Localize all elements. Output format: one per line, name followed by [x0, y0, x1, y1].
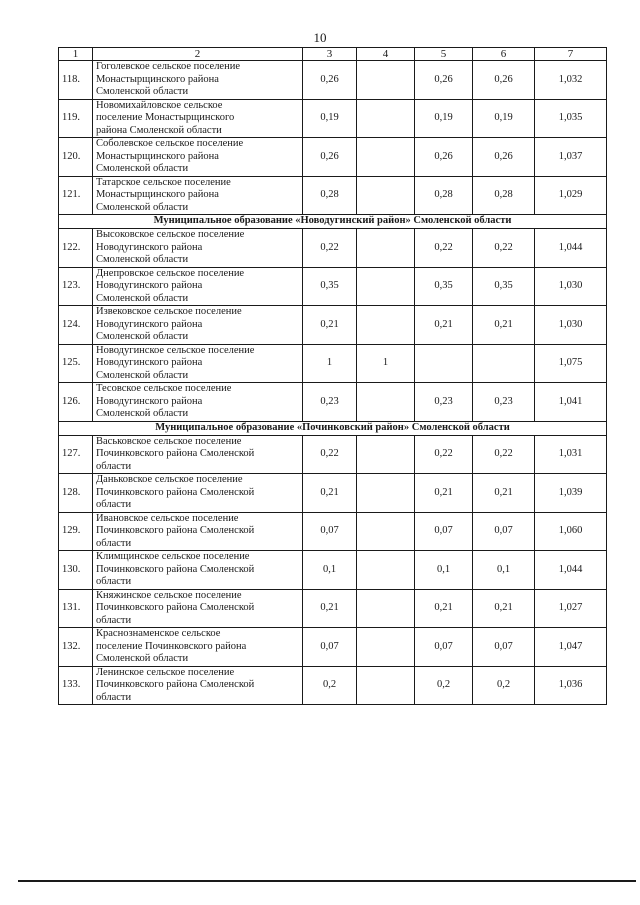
settlement-name-line: Монастырщинского района — [96, 189, 219, 200]
value-col-4 — [357, 267, 415, 306]
value-col-4 — [357, 383, 415, 422]
col-header-1: 1 — [59, 48, 93, 61]
value-col-6: 0,21 — [473, 306, 535, 345]
value-col-4 — [357, 61, 415, 100]
table-row — [59, 61, 607, 100]
row-number: 121. — [59, 176, 93, 215]
value-col-3: 0,07 — [303, 628, 357, 667]
value-col-6: 0,21 — [473, 589, 535, 628]
settlement-name-line: Васьковское сельское поселение — [96, 435, 242, 447]
value-col-6: 0,21 — [473, 474, 535, 513]
value-col-5 — [415, 344, 473, 383]
row-number: 120. — [59, 138, 93, 177]
row-number: 130. — [59, 551, 93, 590]
value-col-6: 0,22 — [473, 435, 535, 474]
table-row — [59, 138, 607, 177]
bottom-divider — [18, 880, 636, 882]
row-number: 132. — [59, 628, 93, 667]
settlement-name-line: Гоголевское сельское поселение — [96, 61, 240, 72]
row-number: 126. — [59, 383, 93, 422]
value-col-6: 0,1 — [473, 551, 535, 590]
settlement-name-line: поселение Починковского района — [96, 640, 247, 652]
settlement-name-line: области — [96, 691, 132, 703]
value-col-5: 0,1 — [415, 551, 473, 590]
value-col-5: 0,19 — [415, 99, 473, 138]
row-number: 131. — [59, 589, 93, 628]
settlement-name-line: Смоленской области — [96, 369, 189, 381]
value-col-5: 0,26 — [415, 61, 473, 100]
value-col-3: 0,21 — [303, 589, 357, 628]
value-col-5: 0,07 — [415, 628, 473, 667]
value-col-4 — [357, 306, 415, 345]
col-header-7: 7 — [535, 48, 607, 61]
settlement-name-line: Смоленской области — [96, 408, 189, 419]
value-col-6: 0,26 — [473, 138, 535, 177]
value-col-4 — [357, 99, 415, 138]
value-col-7: 1,029 — [535, 176, 607, 215]
value-col-3: 0,26 — [303, 138, 357, 177]
value-col-3: 0,19 — [303, 99, 357, 138]
value-col-6: 0,23 — [473, 383, 535, 422]
settlement-name-line: Новодугинского района — [96, 241, 203, 253]
value-col-3: 0,21 — [303, 306, 357, 345]
value-col-3: 0,07 — [303, 512, 357, 551]
settlement-name — [93, 383, 303, 422]
settlement-name — [93, 176, 303, 215]
value-col-6: 0,35 — [473, 267, 535, 306]
value-col-7: 1,027 — [535, 589, 607, 628]
value-col-4 — [357, 628, 415, 667]
table-row — [59, 383, 607, 422]
value-col-5: 0,21 — [415, 306, 473, 345]
settlement-name-line: области — [96, 614, 132, 626]
settlement-name-line: Новодугинского района — [96, 395, 203, 407]
row-number: 123. — [59, 267, 93, 306]
settlement-name-line: Извековское сельское поселение — [96, 306, 242, 317]
value-col-5: 0,22 — [415, 435, 473, 474]
settlement-name-line: Даньковское сельское поселение — [96, 474, 243, 485]
settlement-name-line: Княжинское сельское поселение — [96, 589, 242, 601]
value-col-5: 0,22 — [415, 229, 473, 268]
settlement-name-line: Смоленской области — [96, 292, 189, 304]
value-col-4 — [357, 512, 415, 551]
value-col-4 — [357, 176, 415, 215]
settlement-name-line: Монастырщинского района — [96, 73, 219, 85]
value-col-7: 1,037 — [535, 138, 607, 177]
settlement-name-line: Смоленской области — [96, 201, 189, 213]
settlement-name-line: Климщинское сельское поселение — [96, 551, 250, 562]
settlement-name-line: Монастырщинского района — [96, 150, 219, 162]
settlement-name-line: Соболевское сельское поселение — [96, 138, 244, 149]
value-col-6: 0,07 — [473, 512, 535, 551]
settlement-name — [93, 229, 303, 268]
value-col-6: 0,2 — [473, 666, 535, 705]
settlement-name-line: Ивановское сельское поселение — [96, 512, 239, 524]
value-col-4 — [357, 474, 415, 513]
settlement-name-line: Новомихайловское сельское — [96, 99, 223, 111]
settlement-name-line: Ленинское сельское поселение — [96, 666, 235, 678]
settlement-name-line: района Смоленской области — [96, 124, 222, 136]
settlement-name-line: Краснознаменское сельское — [96, 628, 221, 639]
value-col-7: 1,041 — [535, 383, 607, 422]
value-col-6 — [473, 344, 535, 383]
section-title: Муниципальное образование «Починковский район» Смоленской области — [59, 421, 607, 435]
value-col-5: 0,21 — [415, 474, 473, 513]
header-row — [59, 48, 607, 61]
settlement-name-line: области — [96, 576, 132, 587]
table-row — [59, 344, 607, 383]
settlement-name-line: Починковского района Смоленской — [96, 602, 255, 613]
section-title: Муниципальное образование «Новодугинский район» Смоленской области — [59, 215, 607, 229]
value-col-7: 1,031 — [535, 435, 607, 474]
settlement-name-line: области — [96, 499, 132, 510]
col-header-5: 5 — [415, 48, 473, 61]
value-col-6: 0,07 — [473, 628, 535, 667]
value-col-3: 0,35 — [303, 267, 357, 306]
section-heading-row — [59, 421, 607, 435]
table-row — [59, 474, 607, 513]
settlement-name-line: Починковского района Смоленской — [96, 448, 255, 459]
col-header-2: 2 — [93, 48, 303, 61]
value-col-4: 1 — [357, 344, 415, 383]
value-col-7: 1,075 — [535, 344, 607, 383]
section-heading-row — [59, 215, 607, 229]
settlement-name — [93, 666, 303, 705]
settlement-name — [93, 474, 303, 513]
value-col-5: 0,21 — [415, 589, 473, 628]
value-col-6: 0,26 — [473, 61, 535, 100]
value-col-7: 1,047 — [535, 628, 607, 667]
data-table — [58, 47, 607, 705]
value-col-7: 1,035 — [535, 99, 607, 138]
row-number: 124. — [59, 306, 93, 345]
value-col-4 — [357, 138, 415, 177]
settlement-name — [93, 138, 303, 177]
value-col-5: 0,28 — [415, 176, 473, 215]
value-col-5: 0,35 — [415, 267, 473, 306]
settlement-name-line: Смоленской области — [96, 254, 189, 265]
settlement-name-line: Починковского района Смоленской — [96, 486, 255, 498]
page-number: 10 — [313, 30, 327, 45]
settlement-name-line: Починковского района Смоленской — [96, 679, 255, 690]
value-col-5: 0,23 — [415, 383, 473, 422]
table-row — [59, 551, 607, 590]
settlement-name-line: Смоленской области — [96, 86, 189, 97]
value-col-3: 0,23 — [303, 383, 357, 422]
settlement-name — [93, 61, 303, 100]
settlement-name-line: Татарское сельское поселение — [96, 176, 231, 188]
value-col-7: 1,044 — [535, 551, 607, 590]
settlement-name — [93, 306, 303, 345]
value-col-3: 0,2 — [303, 666, 357, 705]
value-col-5: 0,26 — [415, 138, 473, 177]
value-col-3: 1 — [303, 344, 357, 383]
settlement-name-line: поселение Монастырщинского — [96, 112, 235, 123]
row-number: 118. — [59, 61, 93, 100]
settlement-name-line: области — [96, 460, 132, 472]
table-row — [59, 267, 607, 306]
settlement-name-line: Высоковское сельское поселение — [96, 229, 245, 240]
settlement-name — [93, 589, 303, 628]
table-row — [59, 229, 607, 268]
value-col-6: 0,28 — [473, 176, 535, 215]
row-number: 128. — [59, 474, 93, 513]
value-col-7: 1,036 — [535, 666, 607, 705]
value-col-5: 0,2 — [415, 666, 473, 705]
settlement-name-line: Смоленской области — [96, 331, 189, 342]
table-row — [59, 628, 607, 667]
value-col-4 — [357, 551, 415, 590]
settlement-name — [93, 628, 303, 667]
settlement-name-line: области — [96, 537, 132, 549]
value-col-7: 1,030 — [535, 306, 607, 345]
table-row — [59, 435, 607, 474]
row-number: 125. — [59, 344, 93, 383]
settlement-name-line: Новодугинского района — [96, 280, 203, 291]
row-number: 129. — [59, 512, 93, 551]
table-row — [59, 589, 607, 628]
settlement-name — [93, 551, 303, 590]
value-col-7: 1,060 — [535, 512, 607, 551]
settlement-name-line: Новодугинское сельское поселение — [96, 344, 255, 356]
table-row — [59, 176, 607, 215]
settlement-name-line: Новодугинского района — [96, 318, 203, 330]
settlement-name-line: Новодугинского района — [96, 357, 203, 368]
row-number: 133. — [59, 666, 93, 705]
value-col-3: 0,26 — [303, 61, 357, 100]
settlement-name — [93, 344, 303, 383]
value-col-3: 0,22 — [303, 435, 357, 474]
value-col-5: 0,07 — [415, 512, 473, 551]
settlement-name-line: Починковского района Смоленской — [96, 525, 255, 536]
settlement-name-line: Смоленской области — [96, 163, 189, 174]
settlement-name — [93, 435, 303, 474]
settlement-name — [93, 267, 303, 306]
col-header-4: 4 — [357, 48, 415, 61]
settlement-name — [93, 99, 303, 138]
table-body — [59, 48, 607, 705]
table-row — [59, 99, 607, 138]
col-header-3: 3 — [303, 48, 357, 61]
value-col-4 — [357, 666, 415, 705]
value-col-3: 0,22 — [303, 229, 357, 268]
settlement-name-line: Тесовское сельское поселение — [96, 383, 232, 394]
settlement-name — [93, 512, 303, 551]
settlement-name-line: Починковского района Смоленской — [96, 563, 255, 575]
value-col-4 — [357, 435, 415, 474]
table-row — [59, 512, 607, 551]
value-col-6: 0,19 — [473, 99, 535, 138]
value-col-7: 1,044 — [535, 229, 607, 268]
value-col-3: 0,21 — [303, 474, 357, 513]
value-col-7: 1,030 — [535, 267, 607, 306]
value-col-7: 1,032 — [535, 61, 607, 100]
value-col-7: 1,039 — [535, 474, 607, 513]
settlement-name-line: Смоленской области — [96, 653, 189, 664]
settlement-name-line: Днепровское сельское поселение — [96, 267, 245, 279]
table-row — [59, 306, 607, 345]
value-col-4 — [357, 229, 415, 268]
value-col-4 — [357, 589, 415, 628]
col-header-6: 6 — [473, 48, 535, 61]
table-row — [59, 666, 607, 705]
value-col-3: 0,28 — [303, 176, 357, 215]
value-col-6: 0,22 — [473, 229, 535, 268]
row-number: 122. — [59, 229, 93, 268]
value-col-3: 0,1 — [303, 551, 357, 590]
row-number: 127. — [59, 435, 93, 474]
row-number: 119. — [59, 99, 93, 138]
